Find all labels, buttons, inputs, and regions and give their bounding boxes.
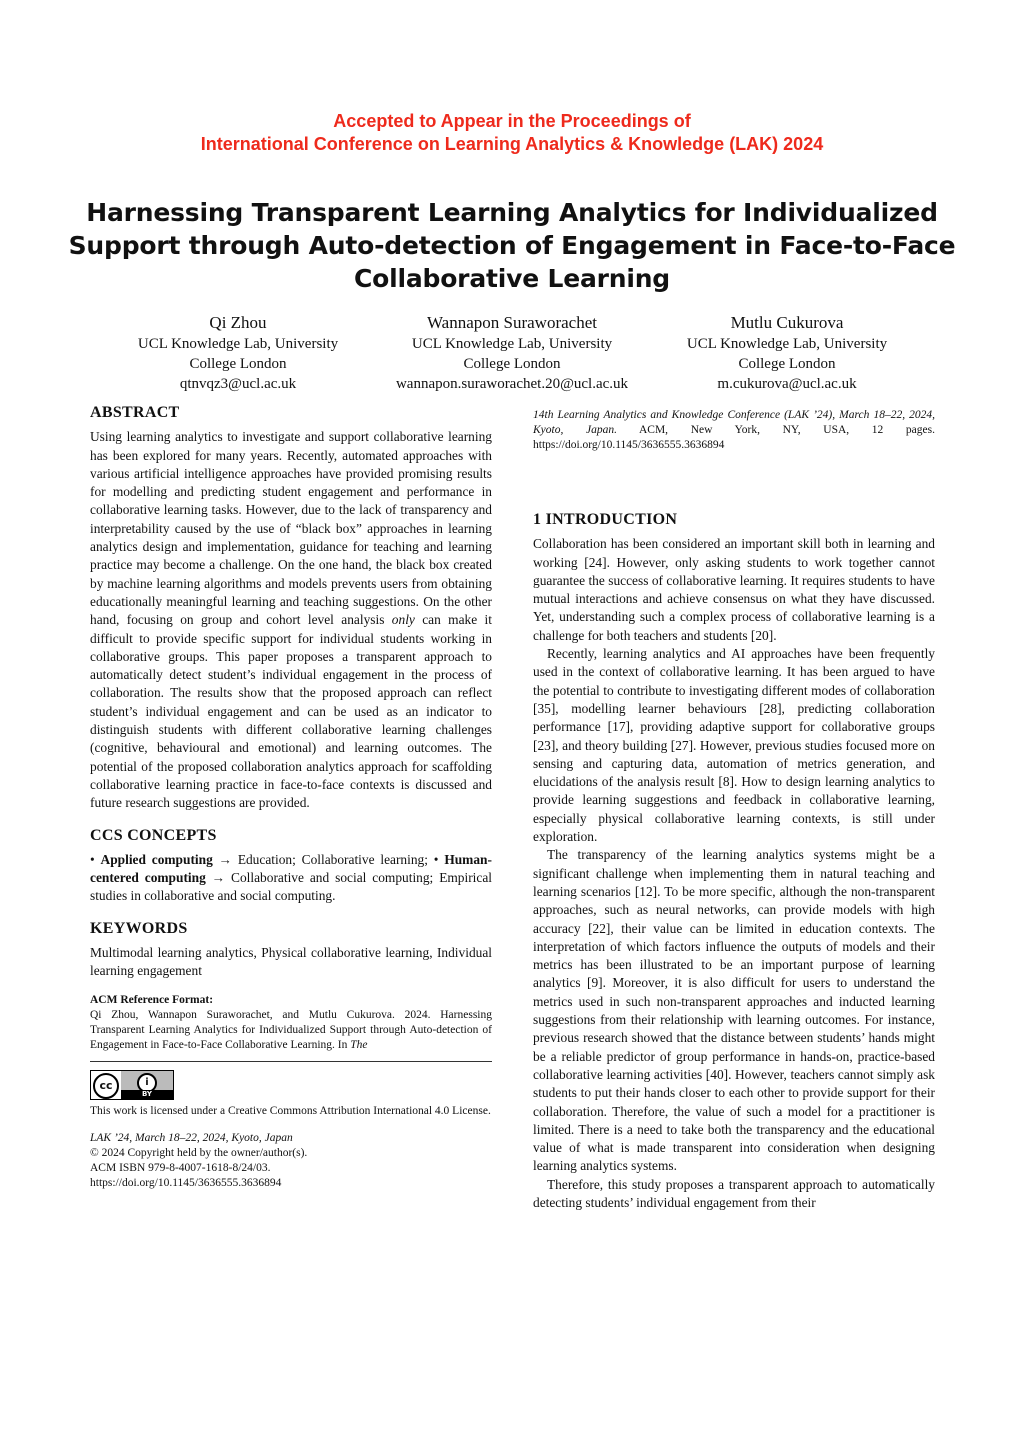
abstract-text: Using learning analytics to investigate and support collaborative learning has been explored for many years. Recently, automated approaches with various artificial intelligence approaches have provided promising results for modelling and predicting student engagement and performance in collaborative learning tasks. However, due to the lack of transparency and interpretability caused by the use of “black box” approaches in learning analytics design and implementation, guidance for teaching and learning practice may become a challenge. On the one hand, the black box created by machine learning algorithms and models prevents users from obtaining educationally meaningful learning and teaching suggestions. On the other hand, focusing on group and cohort level analysis only can make it difficult to provide specific support for individual students working in collaborative groups. This paper proposes a transparent approach to automatically detect student’s individual engagement in the process of collaboration. The results show that the proposed approach can reflect student’s individual engagement and can be used as an indicator to distinguish students with different collaborative learning challenges (cognitive, behavioural and emotional) and learning outcomes. The potential of the proposed collaboration analytics approach for scaffolding collaborative learning practice in face-to-face contexts is discussed and future research suggestions are provided. — [90, 429, 492, 811]
author-affiliation: UCL Knowledge Lab, University — [137, 336, 339, 352]
cc-icon: cc — [93, 1073, 119, 1099]
author-affiliation: College London — [189, 356, 287, 372]
intro-paragraph-2: Recently, learning analytics and AI approaches have been frequently used in the context of collaborative learning. It has been argued to have the potential to contribute to investigating different modes of collaboration [35], modelling learner behaviours [28], predicting collaboration performance [17], providing adaptive support for collaborative groups [23], and theory building [27]. However, previous studies focused more on sensing and capturing data, automation of metrics generation, and elucidations of the analysis result [8]. How to design learning analytics to provide learning suggestions and feedback in collaborative learning, especially physical collaborative learning contexts, is still under exploration. — [533, 646, 935, 845]
paper-title: Harnessing Transparent Learning Analytics for Individualized Support through Auto-detection of Engagement in Face-to-Face Collaborative Learning — [68, 198, 956, 293]
author-email: wannapon.suraworachet.20@ucl.ac.uk — [395, 376, 629, 392]
left-column — [90, 404, 492, 1191]
banner-line-1: Accepted to Appear in the Proceedings of — [333, 111, 691, 131]
by-icon: i — [137, 1073, 157, 1093]
intro-paragraph-1: Collaboration has been considered an important skill both in learning and working [24]. However, only asking students to work together cannot guarantee the success of collaborative learning. It requires students to have mutual interactions and achieve consensus on what they have discussed. Yet, understanding such a complex process of collaborative learning is a challenge for both teachers and students [20]. — [533, 536, 935, 643]
acm-ref-label: ACM Reference Format: — [90, 993, 214, 1006]
introduction-heading: 1 INTRODUCTION — [533, 511, 678, 528]
isbn-text: ACM ISBN 979-8-4007-1618-8/24/03. — [90, 1161, 271, 1174]
right-column — [533, 408, 935, 1212]
by-label: BY — [121, 1090, 173, 1099]
author-name: Wannapon Suraworachet — [427, 313, 597, 332]
author-affiliation: College London — [463, 356, 561, 372]
conference-info: LAK ’24, March 18–22, 2024, Kyoto, Japan — [90, 1131, 293, 1144]
cc-by-badge[interactable] — [90, 1070, 174, 1100]
doi-link[interactable]: https://doi.org/10.1145/3636555.3636894 — [90, 1176, 282, 1189]
license-text: This work is licensed under a Creative Commons Attribution International 4.0 License. — [90, 1104, 491, 1117]
license-box — [90, 1061, 492, 1191]
abstract-heading: ABSTRACT — [90, 404, 180, 421]
intro-paragraph-4: Therefore, this study proposes a transparent approach to automatically detecting students’ individual engagement from their — [533, 1176, 935, 1210]
author-affiliation: UCL Knowledge Lab, University — [686, 336, 888, 352]
acceptance-banner — [0, 110, 1024, 156]
acm-ref-continued: 14th Learning Analytics and Knowledge Conference (LAK ’24), March 18–22, 2024, Kyoto, Japan. ACM, New York, NY, USA, 12 pages. https://doi.org/10.1145/3636555.3636894 — [533, 409, 935, 451]
intro-paragraph-3: The transparency of the learning analytics systems might be a significant challenge when implementing them in natural teaching and learning scenarios [12]. To be more specific, although the non-transparent approaches, such as neural networks, can provide models with high accuracy [22], their value can be limited in education contexts. The interpretation of which factors influence the outputs of models and their metrics has been illustrated to be an important purpose of learning analytics [9]. Moreover, it is also difficult for users to understand the metrics used in such non-transparent approaches and inducted learning suggestions from their relationship with learning outcomes. For instance, previous research showed that the distance between students’ hands might be a reliable predictor of group performance in hands-on, practice-based collaborative learning activities [40]. However, teachers cannot simply ask students to put their hands closer to each other to provide support for their collaboration. Therefore, the value of such a model for a practitioner is limited. There is a need to take both the transparency and the educational value of what is made transparent into consideration when designing learning analytics systems. — [533, 847, 935, 1174]
copyright-text: © 2024 Copyright held by the owner/author(s). — [90, 1146, 308, 1159]
author-email: qtnvqz3@ucl.ac.uk — [179, 376, 297, 392]
acm-ref-text: Qi Zhou, Wannapon Suraworachet, and Mutlu Cukurova. 2024. Harnessing Transparent Learning Analytics for Individualized Support through Auto-detection of Engagement in Face-to-Face Collaborative Learning. In The — [90, 1008, 492, 1051]
author-2 — [372, 312, 652, 394]
author-affiliation: UCL Knowledge Lab, University — [411, 336, 613, 352]
ccs-text: • Applied computing → Education; Collaborative learning; • Human-centered computing → Collaborative and social computing; Empirical studies in collaborative and social computing. — [90, 851, 493, 904]
ccs-heading: CCS CONCEPTS — [90, 826, 217, 844]
author-3 — [647, 312, 927, 394]
banner-line-2: International Conference on Learning Analytics & Knowledge (LAK) 2024 — [200, 134, 824, 154]
keywords-text: Multimodal learning analytics, Physical collaborative learning, Individual learning engagement — [90, 945, 492, 979]
author-name: Mutlu Cukurova — [730, 313, 844, 332]
author-name: Qi Zhou — [209, 313, 267, 332]
keywords-heading: KEYWORDS — [90, 919, 188, 937]
author-1 — [98, 312, 378, 394]
author-block — [0, 312, 1024, 392]
author-affiliation: College London — [738, 356, 836, 372]
author-email: m.cukurova@ucl.ac.uk — [717, 376, 857, 392]
